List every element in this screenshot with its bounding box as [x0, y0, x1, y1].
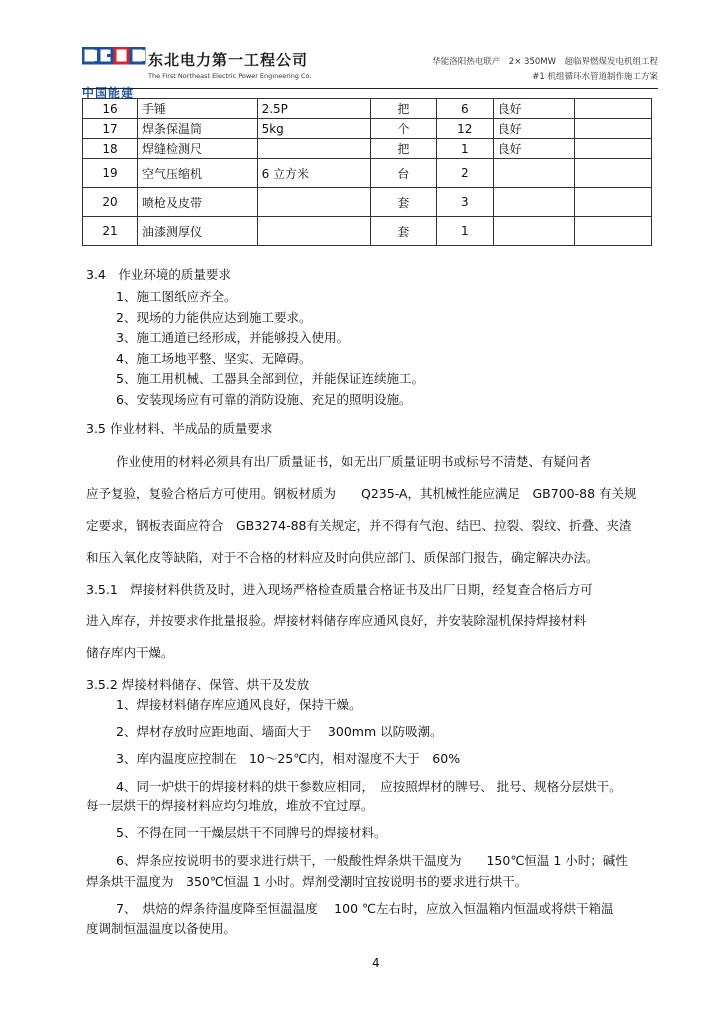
cell-extra: [575, 159, 652, 188]
table-row: [83, 159, 652, 188]
cell-no: 20: [83, 188, 138, 217]
page-header: [82, 45, 662, 100]
cell-spec: [257, 188, 370, 217]
project-title: 华能洛阳热电联产 2× 350MW 超临界燃煤发电机组工程: [432, 57, 658, 67]
cell-no: 19: [83, 159, 138, 188]
table-row: [83, 99, 652, 119]
cell-spec: [257, 217, 370, 246]
cell-unit: 把: [370, 99, 436, 119]
section-heading: 3.5 作业材料、半成品的质量要求: [86, 421, 273, 436]
cell-no: 18: [83, 139, 138, 159]
list-item: 1、施工图纸应齐全。: [116, 289, 237, 304]
list-item: 5、不得在同一干燥层烘干不同牌号的焊接材料。: [116, 825, 387, 840]
cell-no: 16: [83, 99, 138, 119]
cell-unit: 把: [370, 139, 436, 159]
list-item: 2、现场的力能供应达到施工要求。: [116, 310, 312, 325]
cell-name: 喷枪及皮带: [137, 188, 257, 217]
cell-spec: [257, 139, 370, 159]
cell-qty: 2: [436, 159, 493, 188]
list-item: 5、施工用机械、工器具全部到位，并能保证连续施工。: [116, 371, 424, 386]
paragraph-line: 和压入氧化皮等缺陷，对于不合格的材料应及时向供应部门、质保部门报告，确定解决办法。: [86, 550, 599, 565]
list-item: 1、焊接材料储存库应通风良好，保持干燥。: [116, 697, 362, 712]
section-heading: 3.5.2 焊接材料储存、保管、烘干及发放: [86, 677, 310, 692]
company-name-cn: 东北电力第一工程公司: [148, 51, 309, 69]
list-item-continuation: 度调制恒温温度以备使用。: [86, 921, 237, 936]
cell-name: 手锤: [137, 99, 257, 119]
cell-extra: [575, 119, 652, 139]
list-item: 4、施工场地平整、坚实、无障碍。: [116, 351, 312, 366]
cell-status: [493, 188, 575, 217]
cell-spec: 5kg: [257, 119, 370, 139]
cell-extra: [575, 217, 652, 246]
cell-unit: 套: [370, 188, 436, 217]
list-item: 7、 烘焙的焊条待温度降至恒温温度 100 ℃左右时，应放入恒温箱内恒温或将烘干箱温: [116, 901, 614, 916]
page-number: 4: [372, 956, 380, 970]
list-item: 3、施工通道已经形成，并能够投入使用。: [116, 330, 349, 345]
paragraph-line: 进入库存，并按要求作批量报验。焊接材料储存库应通风良好，并安装除湿机保持焊接材料: [86, 613, 587, 628]
header-divider: [82, 88, 658, 89]
document-title: #1 机组循环水管道制作施工方案: [532, 72, 658, 82]
paragraph-line: 定要求，钢板表面应符合 GB3274-88有关规定，并不得有气泡、结巴、拉裂、裂纹、折叠、夹渣: [86, 518, 632, 533]
paragraph-line: 应予复验，复验合格后方可使用。钢板材质为 Q235-A，其机械性能应满足 GB700-88 有关规: [86, 486, 637, 501]
paragraph-line: 3.5.1 焊接材料供货及时，进入现场严格检查质量合格证书及出厂日期，经复查合格后方可: [86, 582, 593, 597]
list-item: 6、焊条应按说明书的要求进行烘干，一般酸性焊条烘干温度为 150℃恒温 1 小时；碱性: [116, 853, 628, 868]
table-row: [83, 217, 652, 246]
list-item: 3、库内温度应控制在 10～25℃内，相对湿度不大于 60%: [116, 751, 461, 766]
cell-spec: 6 立方米: [257, 159, 370, 188]
ceec-logo: [82, 47, 146, 100]
cell-name: 油漆测厚仪: [137, 217, 257, 246]
cell-qty: 12: [436, 119, 493, 139]
cell-name: 焊缝检测尺: [137, 139, 257, 159]
cell-unit: 台: [370, 159, 436, 188]
cell-status: 良好: [493, 119, 575, 139]
list-item: 4、同一炉烘干的焊接材料的烘干参数应相同， 应按照焊材的牌号、 批号、规格分层烘干。: [116, 779, 622, 794]
cell-unit: 个: [370, 119, 436, 139]
paragraph-line: 作业使用的材料必须具有出厂质量证书，如无出厂质量证明书或标号不清楚、有疑问者: [116, 454, 592, 469]
list-item-continuation: 焊条烘干温度为 350℃恒温 1 小时。焊剂受潮时宜按说明书的要求进行烘干。: [86, 874, 528, 889]
cell-qty: 6: [436, 99, 493, 119]
list-item-continuation: 每一层烘干的焊接材料应均匀堆放，堆放不宜过厚。: [86, 798, 374, 813]
cell-extra: [575, 139, 652, 159]
table-row: [83, 119, 652, 139]
section-heading: 3.4 作业环境的质量要求: [86, 267, 231, 282]
table-row: [83, 139, 652, 159]
cell-no: 21: [83, 217, 138, 246]
cell-name: 焊条保温筒: [137, 119, 257, 139]
table-row: [83, 188, 652, 217]
cell-qty: 1: [436, 217, 493, 246]
tools-table: [82, 98, 652, 246]
logo-cn-text: 中国能建: [82, 86, 135, 100]
cell-status: [493, 217, 575, 246]
cell-extra: [575, 188, 652, 217]
cell-status: 良好: [493, 139, 575, 159]
cell-status: [493, 159, 575, 188]
company-name-en: The First Northeast Electric Power Engineering Co.: [148, 72, 312, 80]
cell-name: 空气压缩机: [137, 159, 257, 188]
cell-unit: 套: [370, 217, 436, 246]
cell-qty: 1: [436, 139, 493, 159]
list-item: 2、焊材存放时应距地面、墙面大于 300mm 以防吸潮。: [116, 724, 443, 739]
list-item: 6、安装现场应有可靠的消防设施、充足的照明设施。: [116, 392, 412, 407]
cell-no: 17: [83, 119, 138, 139]
cell-qty: 3: [436, 188, 493, 217]
cell-spec: 2.5P: [257, 99, 370, 119]
paragraph-line: 储存库内干燥。: [86, 645, 174, 660]
cell-status: 良好: [493, 99, 575, 119]
cell-extra: [575, 99, 652, 119]
